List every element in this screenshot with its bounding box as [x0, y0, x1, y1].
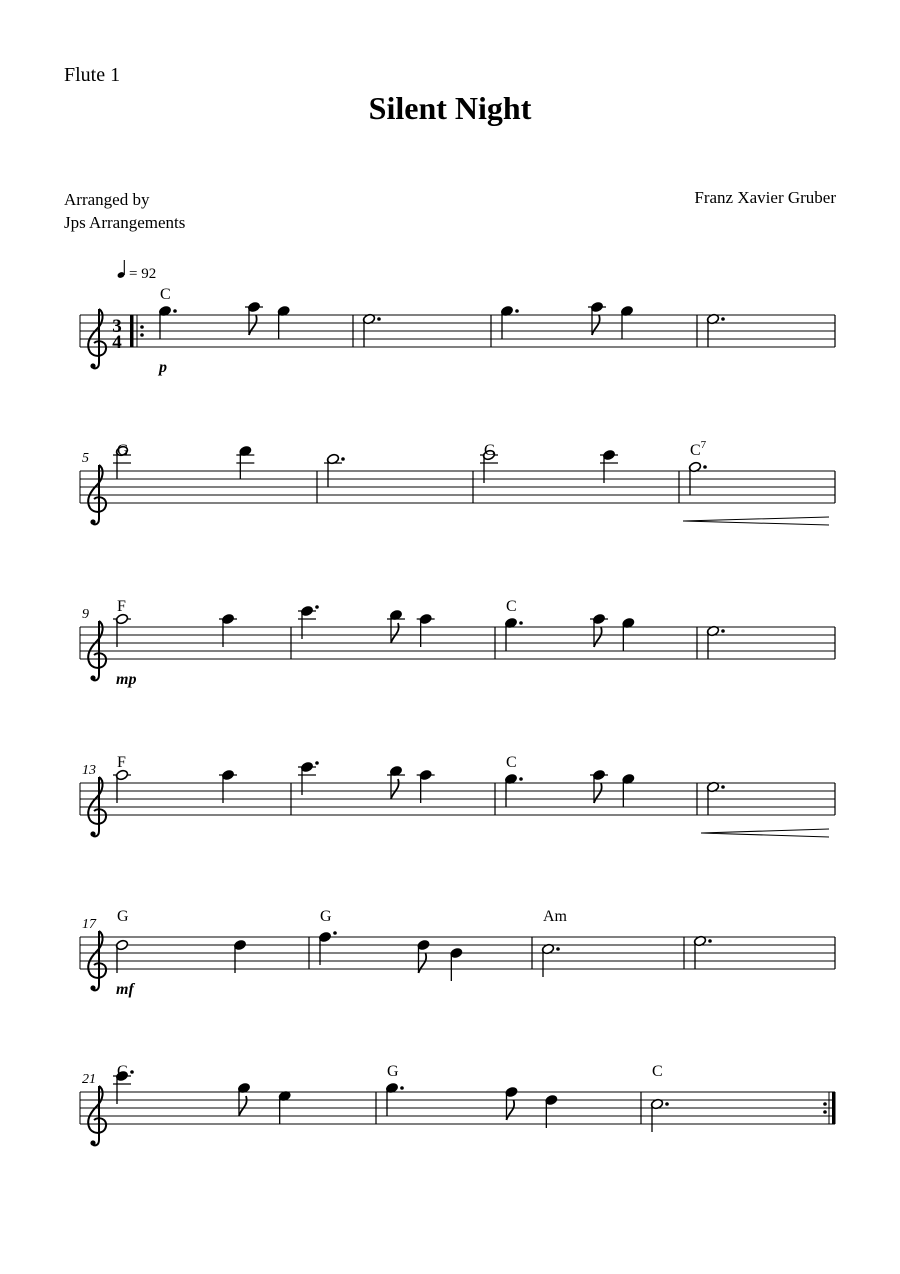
augmentation-dot [315, 761, 319, 765]
treble-clef-dot [90, 831, 95, 836]
augmentation-dot [519, 777, 523, 781]
chord-symbol: C [652, 1063, 663, 1080]
crescendo-hairpin [683, 517, 829, 525]
chord-symbol: G [387, 1063, 399, 1080]
chord-symbol: Am [543, 908, 567, 925]
repeat-dot [140, 325, 144, 329]
chord-symbol: F [117, 754, 126, 771]
eighth-flag [594, 627, 602, 647]
chord-symbol: C [506, 598, 517, 615]
augmentation-dot [130, 1070, 134, 1074]
augmentation-dot [665, 1102, 669, 1106]
chord-symbol: $C^7$ [690, 439, 707, 459]
part-name: Flute 1 [64, 64, 121, 86]
tempo-marking: = 92 [129, 266, 157, 282]
augmentation-dot [333, 931, 337, 935]
augmentation-dot [315, 605, 319, 609]
chord-symbol: G [320, 908, 332, 925]
treble-clef-dot [90, 675, 95, 680]
augmentation-dot [721, 317, 725, 321]
chord-extension: 7 [700, 439, 707, 451]
augmentation-dot [377, 317, 381, 321]
chord-symbol: G [117, 908, 129, 925]
eighth-flag [391, 623, 399, 643]
measure-number: 13 [82, 763, 96, 778]
augmentation-dot [400, 1086, 404, 1090]
augmentation-dot [556, 947, 560, 951]
dynamic-marking: mp [116, 671, 137, 688]
measure-number: 17 [82, 917, 96, 932]
composer-credit: Franz Xavier Gruber [694, 188, 836, 207]
repeat-thick-bar [130, 315, 134, 347]
arranged-by-label: Arranged by [64, 190, 150, 209]
chord-symbol: F [117, 598, 126, 615]
eighth-flag [592, 315, 600, 335]
augmentation-dot [721, 785, 725, 789]
augmentation-dot [708, 939, 712, 943]
treble-clef-dot [90, 519, 95, 524]
measure-number: 5 [82, 451, 89, 466]
arranger-name: Jps Arrangements [64, 213, 186, 232]
augmentation-dot [519, 621, 523, 625]
treble-clef-dot [90, 363, 95, 368]
augmentation-dot [721, 629, 725, 633]
augmentation-dot [703, 465, 707, 469]
augmentation-dot [341, 457, 345, 461]
eighth-flag [507, 1100, 515, 1120]
repeat-dot [823, 1102, 827, 1106]
augmentation-dot [173, 309, 177, 313]
chord-symbol: C [506, 754, 517, 771]
crescendo-hairpin [701, 829, 829, 837]
chord-symbol: C [160, 286, 171, 303]
chord-symbol: C [484, 442, 495, 459]
chord-symbol: G [117, 442, 129, 459]
eighth-flag [391, 779, 399, 799]
score-title: Silent Night [368, 90, 532, 126]
measure-number: 21 [82, 1072, 96, 1087]
augmentation-dot [515, 309, 519, 313]
dynamic-marking: mf [116, 981, 134, 998]
treble-clef-dot [90, 1140, 95, 1145]
time-signature-top: 3 [112, 316, 122, 337]
eighth-flag [249, 315, 257, 335]
time-signature-bottom: 4 [112, 332, 122, 353]
chord-symbol: C [117, 1063, 128, 1080]
dynamic-marking: p [159, 359, 167, 376]
eighth-flag [419, 953, 427, 973]
eighth-flag [594, 783, 602, 803]
eighth-flag [239, 1096, 247, 1116]
repeat-dot [140, 333, 144, 337]
measure-number: 9 [82, 607, 89, 622]
treble-clef-dot [90, 985, 95, 990]
repeat-dot [823, 1110, 827, 1114]
final-thick-bar [832, 1092, 836, 1124]
